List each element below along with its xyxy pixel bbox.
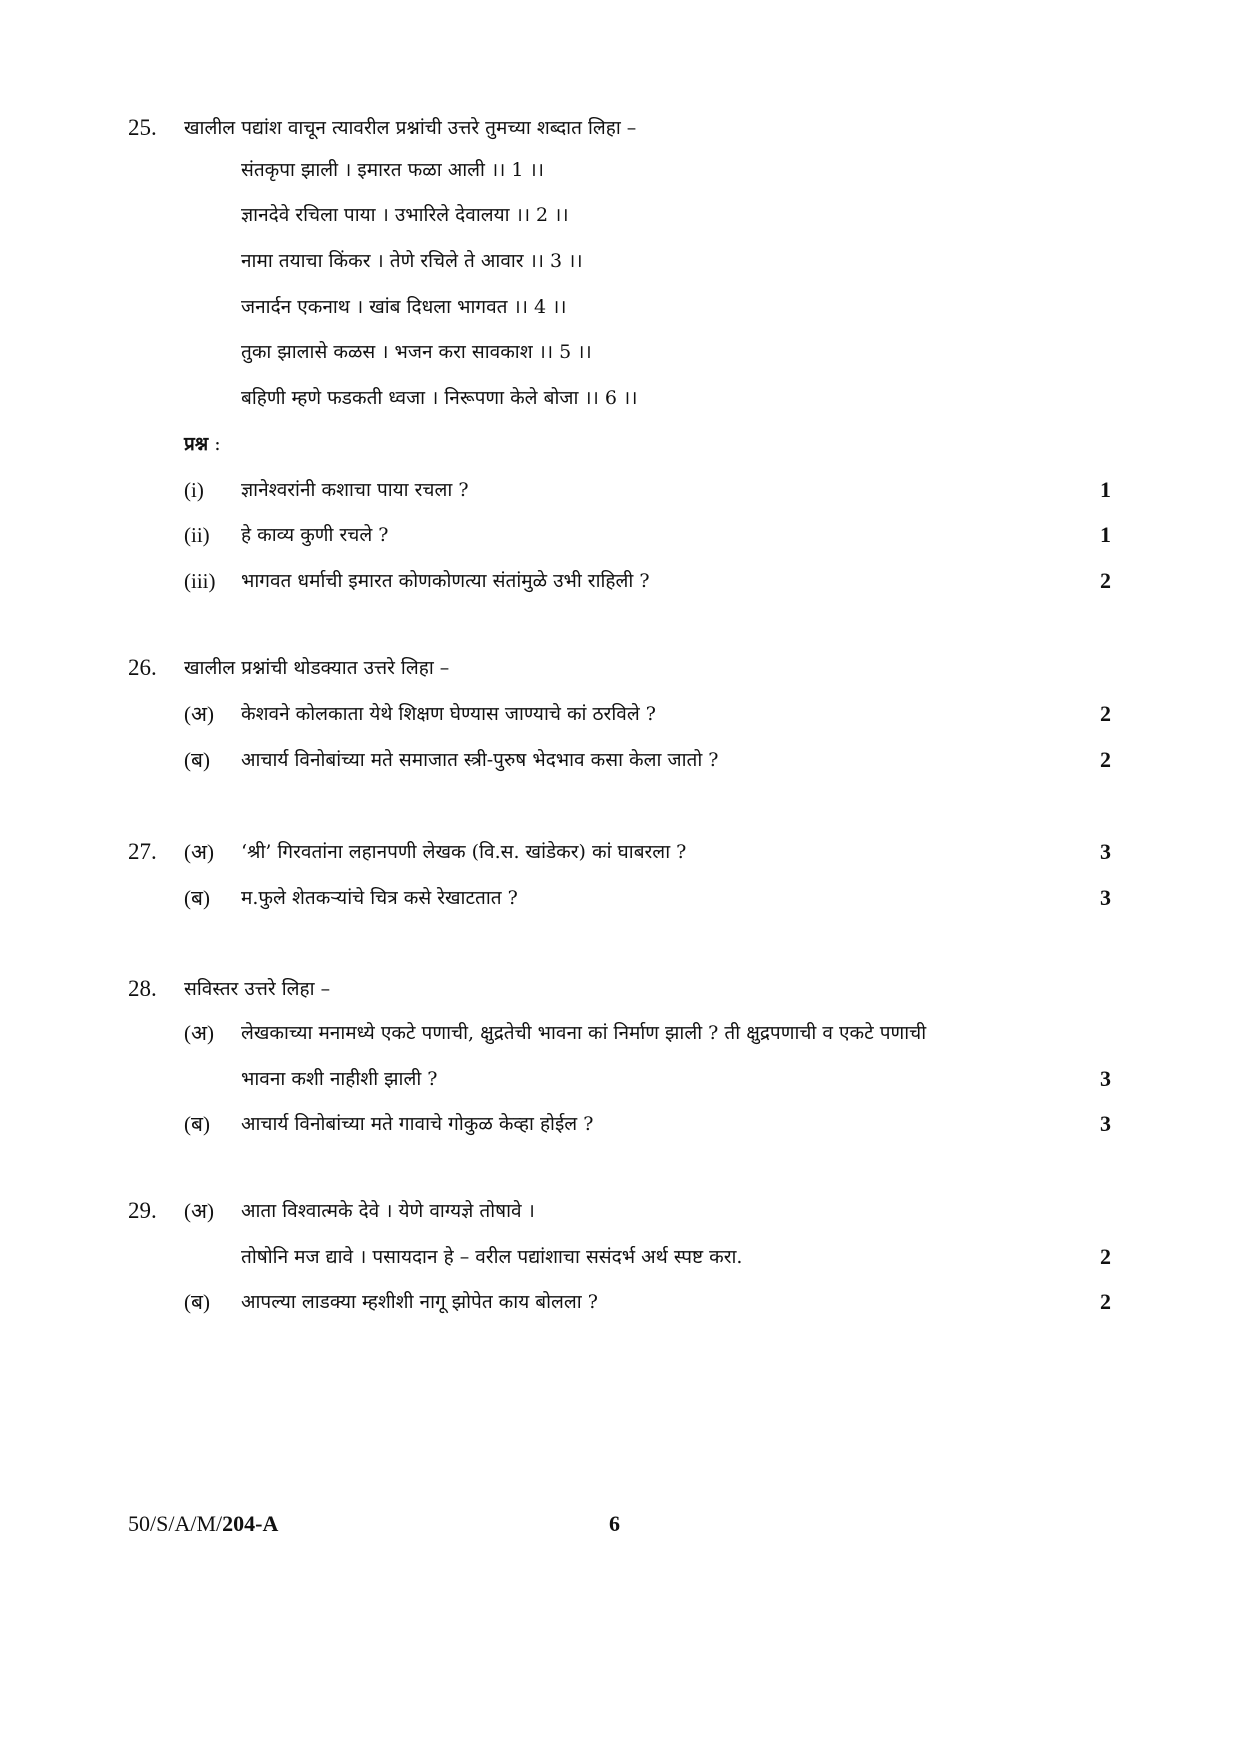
q25-header	[0, 110, 1241, 146]
question-label: (iii)	[184, 569, 216, 593]
poem-line: संतकृपा झाली । इमारत फळा आली ।। 1 ।।	[241, 159, 544, 181]
q27-number: 27.	[128, 839, 157, 864]
question-text: ज्ञानेश्वरांनी कशाचा पाया रचला ?	[241, 479, 469, 501]
q27-question-a	[0, 834, 1241, 870]
q28-question-b	[0, 1106, 1241, 1142]
question-text: आचार्य विनोबांच्या मते गावाचे गोकुळ केव्हा होईल ?	[241, 1113, 594, 1135]
q29-number: 29.	[128, 1198, 157, 1223]
question-text: आचार्य विनोबांच्या मते समाजात स्त्री-पुरुष भेदभाव कसा केला जातो ?	[241, 749, 719, 771]
q26-instruction: खालील प्रश्नांची थोडक्यात उत्तरे लिहा –	[184, 657, 450, 679]
question-label: (i)	[184, 478, 204, 502]
page-number: 6	[609, 1511, 620, 1536]
poem-line: जनार्दन एकनाथ । खांब दिधला भागवत ।। 4 ।।	[241, 296, 567, 318]
question-text: तोषोनि मज द्यावे । पसायदान हे – वरील पद्यांशाचा ससंदर्भ अर्थ स्पष्ट करा.	[241, 1246, 743, 1268]
poem-line: नामा तयाचा किंकर । तेणे रचिले ते आवार ।। 3 ।।	[241, 250, 583, 272]
q25-poem-line-6	[0, 380, 1241, 416]
question-text: केशवने कोलकाता येथे शिक्षण घेण्यास जाण्याचे कां ठरविले ?	[241, 703, 656, 725]
question-label: (अ)	[184, 1199, 215, 1223]
questions-heading: प्रश्न :	[184, 433, 221, 455]
question-label: (ii)	[184, 523, 210, 547]
question-text: आता विश्वात्मके देवे । येणे वाग्यज्ञे तोषावे ।	[241, 1200, 535, 1222]
question-marks: 3	[1100, 885, 1111, 910]
poem-line: ज्ञानदेवे रचिला पाया । उभारिले देवालया ।। 2 ।।	[241, 204, 569, 226]
q29-question-b	[0, 1284, 1241, 1320]
question-label: (अ)	[184, 840, 215, 864]
question-text: हे काव्य कुणी रचले ?	[241, 524, 389, 546]
question-label: (ब)	[184, 748, 210, 772]
question-marks: 2	[1100, 701, 1111, 726]
paper-code: 50/S/A/M/204-A	[128, 1511, 279, 1536]
poem-line: तुका झालासे कळस । भजन करा सावकाश ।। 5 ।।	[241, 341, 592, 363]
question-label: (अ)	[184, 702, 215, 726]
question-text: ‘श्री’ गिरवतांना लहानपणी लेखक (वि.स. खांडेकर) कां घाबरला ?	[241, 841, 687, 863]
q25-questions-heading	[0, 426, 1241, 462]
q29-question-a-line-1	[0, 1193, 1241, 1229]
question-marks: 1	[1100, 477, 1111, 502]
q28-header	[0, 971, 1241, 1007]
q28-number: 28.	[128, 976, 157, 1001]
q29-question-a-line-2	[0, 1239, 1241, 1275]
question-text: म.फुले शेतकऱ्यांचे चित्र कसे रेखाटतात ?	[241, 887, 518, 909]
question-text: आपल्या लाडक्या म्हशीशी नागू झोपेत काय बोलला ?	[241, 1291, 598, 1313]
question-text: भागवत धर्माची इमारत कोणकोणत्या संतांमुळे उभी राहिली ?	[241, 570, 650, 592]
question-label: (ब)	[184, 1290, 210, 1314]
q26-question-a	[0, 696, 1241, 732]
question-text: भावना कशी नाहीशी झाली ?	[241, 1068, 438, 1090]
question-marks: 1	[1100, 522, 1111, 547]
q25-question-ii	[0, 517, 1241, 553]
q27-question-b	[0, 880, 1241, 916]
q26-number: 26.	[128, 655, 157, 680]
question-marks: 2	[1100, 1244, 1111, 1269]
q26-header	[0, 650, 1241, 686]
q25-poem-line-3	[0, 243, 1241, 279]
page-footer	[0, 1506, 1241, 1542]
question-marks: 3	[1100, 1111, 1111, 1136]
q28-question-a-line-2	[0, 1061, 1241, 1097]
q25-poem-line-5	[0, 334, 1241, 370]
question-marks: 2	[1100, 747, 1111, 772]
q25-instruction: खालील पद्यांश वाचून त्यावरील प्रश्नांची उत्तरे तुमच्या शब्दात लिहा –	[184, 117, 637, 139]
question-label: (ब)	[184, 886, 210, 910]
q25-poem-line-1	[0, 152, 1241, 188]
question-marks: 3	[1100, 839, 1111, 864]
q25-poem-line-4	[0, 289, 1241, 325]
question-label: (अ)	[184, 1021, 215, 1045]
q25-question-i	[0, 472, 1241, 508]
question-text: लेखकाच्या मनामध्ये एकटे पणाची, क्षुद्रतेची भावना कां निर्माण झाली ? ती क्षुद्रपणाची व एकटे पणाची	[241, 1022, 927, 1044]
question-marks: 2	[1100, 568, 1111, 593]
q25-number: 25.	[128, 115, 157, 140]
q25-poem-line-2	[0, 197, 1241, 233]
question-marks: 2	[1100, 1289, 1111, 1314]
q28-instruction: सविस्तर उत्तरे लिहा –	[184, 978, 331, 1000]
question-marks: 3	[1100, 1066, 1111, 1091]
question-label: (ब)	[184, 1112, 210, 1136]
q25-question-iii	[0, 563, 1241, 599]
poem-line: बहिणी म्हणे फडकती ध्वजा । निरूपणा केले बोजा ।। 6 ।।	[241, 387, 638, 409]
q28-question-a-line-1	[0, 1015, 1241, 1051]
q26-question-b	[0, 742, 1241, 778]
